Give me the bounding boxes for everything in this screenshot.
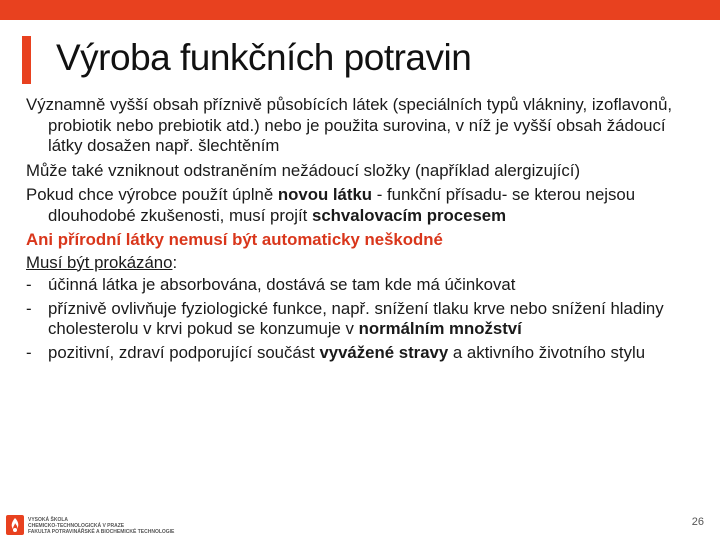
paragraph-must-prove: Musí být prokázáno: — [26, 252, 178, 272]
slide-body — [26, 95, 698, 366]
balanced-diet-emphasis: vyvážené stravy — [319, 342, 449, 362]
dash-bullet: - — [26, 275, 32, 294]
normal-amount-emphasis: normálním množství — [358, 319, 522, 338]
list-item: - příznivě ovlivňuje fyziologické funkce, např. snížení tlaku krve nebo snížení hladiny cholesterolu v krvi pokud se konzumuje v normálním množství — [26, 298, 664, 338]
vscht-flame-logo-icon — [6, 515, 24, 535]
paragraph-natural-warning: Ani přírodní látky nemusí být automaticky neškodné — [26, 230, 443, 249]
slide-title: Výroba funkčních potravin — [56, 37, 472, 78]
dash-bullet: - — [26, 298, 32, 318]
list-item: - pozitivní, zdraví podporující součást vyvážené stravy a aktivního životního stylu — [26, 342, 646, 362]
list-item: - účinná látka je absorbována, dostává se tam kde má účinkovat — [26, 275, 516, 294]
title-accent-bar — [22, 36, 31, 84]
approval-process-emphasis: schvalovacím procesem — [312, 205, 507, 225]
paragraph-new-substance: Pokud chce výrobce použít úplně novou látku - funkční přísadu- se kterou nejsou dlouhodobé zkušenosti, musí projít schvalovacím procesem — [26, 185, 636, 225]
must-prove-underlined: Musí být prokázáno — [26, 252, 173, 272]
footer-institution: VYSOKÁ ŠKOLA CHEMICKO-TECHNOLOGICKÁ V PRAZE FAKULTA POTRAVINÁŘSKÉ A BIOCHEMICKÉ TECHNOLOGIE — [28, 517, 175, 535]
paragraph-higher-content: Významně vyšší obsah příznivě působících látek (speciálních typů vlákniny, izoflavonů, probiotik nebo prebiotik atd.) nebo je použita surovina, v níž je vyšší obsah žádoucí látky dosažen např. šlechtěním — [26, 95, 673, 155]
paragraph-removal: Může také vzniknout odstraněním nežádoucí složky (například alergizující) — [26, 160, 581, 180]
top-accent-bar — [0, 0, 720, 20]
page-number: 26 — [691, 516, 704, 528]
dash-bullet: - — [26, 342, 32, 362]
new-substance-emphasis: novou látku — [277, 185, 373, 204]
